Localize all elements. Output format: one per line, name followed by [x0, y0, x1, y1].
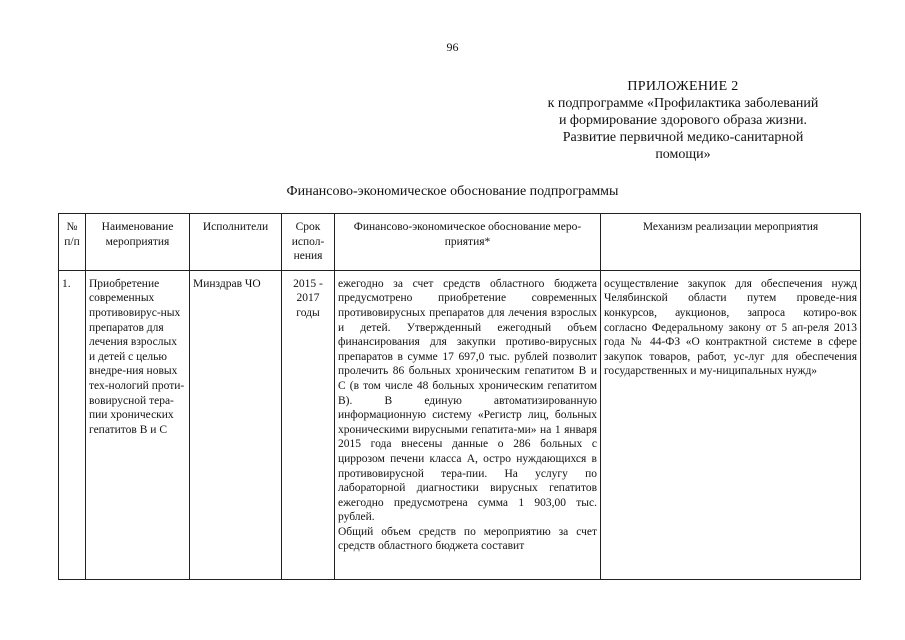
cell-mechanism: осуществление закупок для обеспечения нужд Челябинской области путем проведе-ния конкурсов, аукционов, запроса котиро-вок согласно Федеральному закону от 5 ап-реля 2013 года № 44-ФЗ «О контрактной системе в сфере закупок товаров, работ, ус-луг для обеспечения государственных и му-ниципальных нужд»	[601, 270, 861, 579]
justification-table	[58, 213, 861, 580]
cell-executor: Минздрав ЧО	[190, 270, 282, 579]
table-header-row	[59, 214, 861, 271]
appendix-line-4: помощи»	[655, 147, 711, 162]
appendix-line-1: к подпрограмме «Профилактика заболеваний	[547, 96, 819, 111]
cell-name: Приобретение современных противовирус-ных препаратов для лечения взрослых и детей с целью внедре-ния новых тех-нологий проти-вовирусной тера-пии хронических гепатитов В и С	[86, 270, 190, 579]
appendix-line-2: и формирование здорового образа жизни.	[558, 113, 808, 128]
table-row	[59, 270, 861, 579]
document-title: Финансово-экономическое обоснование подпрограммы	[286, 184, 619, 199]
appendix-line-3: Развитие первичной медико-санитарной	[562, 130, 804, 145]
appendix-title: ПРИЛОЖЕНИЕ 2	[627, 79, 739, 94]
header-mechanism: Механизм реализации мероприятия	[601, 214, 861, 271]
page-number: 96	[446, 40, 459, 54]
header-term: Срок испол-нения	[282, 214, 335, 271]
justification-paragraph-1: ежегодно за счет средств областного бюджета предусмотрено приобретение современных противовирусных препаратов для лечения взрослых и детей. Утвержденный ежегодный объем финансирования для закупки противо-вирусных препаратов в сумме 17 697,0 тыс. рублей позволит пролечить 86 больных хроническим гепатитом В и С (в том числе 48 больных хроническим гепатитом В). В единую автоматизированную информационную систему «Регистр лиц, больных хроническими вирусными гепатита-ми» на 1 января 2015 года внесены данные о 286 больных с циррозом печени класса А, остро нуждающихся в противовирусной тера-пии. На услугу по лабораторной диагностики вирусных гепатитов ежегодно предусмотрена сумма 1 903,00 тыс. рублей.	[338, 277, 597, 524]
justification-paragraph-2: Общий объем средств по мероприятию за счет средств областного бюджета составит	[338, 525, 597, 553]
cell-number: 1.	[59, 270, 86, 579]
header-name: Наименование мероприятия	[86, 214, 190, 271]
header-justification: Финансово-экономическое обоснование меро-приятия*	[335, 214, 601, 271]
cell-justification	[335, 270, 601, 579]
header-number: № п/п	[59, 214, 86, 271]
cell-term: 2015 - 2017 годы	[282, 270, 335, 579]
appendix-header	[523, 78, 843, 163]
header-executors: Исполнители	[190, 214, 282, 271]
